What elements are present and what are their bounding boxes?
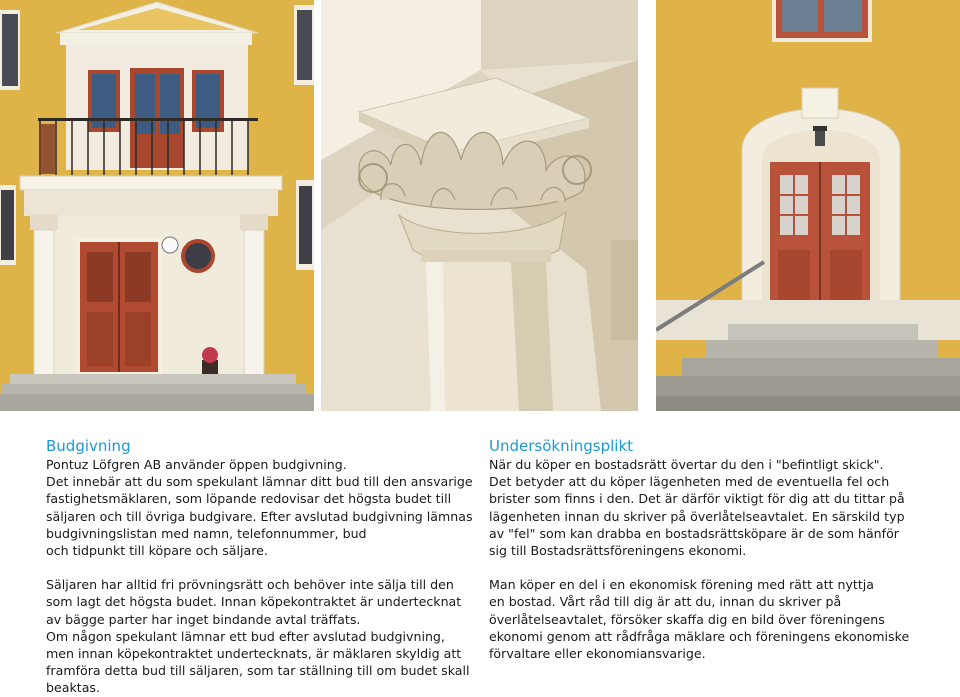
budgivning-section <box>46 436 478 697</box>
undersokningsplikt-section <box>489 436 919 662</box>
red-door-with-steps-photo <box>656 0 960 411</box>
budgivning-heading: Budgivning <box>46 437 131 455</box>
budgivning-paragraph-1: Pontuz Löfgren AB använder öppen budgivning. Det innebär att du som spekulant lämnar ditt bud till den ansvarige fastighetsmäklaren, som löpande redovisar det högsta budet till säljaren och till övriga budgivare. Efter avslutad budgivning lämnas budgivningslistan med namn, telefonnummer, bud och tidpunkt till köpare och säljare. <box>46 457 473 559</box>
building-facade-with-balcony-photo <box>0 0 314 411</box>
undersokningsplikt-paragraph-2: Man köper en del i en ekonomisk förening med rätt att nyttja en bostad. Vårt råd till dig är att du, innan du skriver på överlåtelseavtalet, försöker skaffa dig en bild över föreningens ekonomi genom att rådfråga mäklare och föreningens ekonomiske förvaltare eller ekonomiansvarige. <box>489 577 910 662</box>
corinthian-column-capital-photo <box>321 0 638 411</box>
undersokningsplikt-heading: Undersökningsplikt <box>489 437 634 455</box>
undersokningsplikt-paragraph-1: När du köper en bostadsrätt övertar du den i "befintligt skick". Det betyder att du köper lägenheten med de eventuella fel och brister som finns i den. Det är därför viktigt för dig att du tittar på lägenheten innan du skriver på överlåtelseavtalet. En särskild typ av "fel" som kan drabba en bostadsrättsköpare är de som hänför sig till Bostadsrättsföreningens ekonomi. <box>489 457 905 559</box>
budgivning-paragraph-2: Säljaren har alltid fri prövningsrätt och behöver inte sälja till den som lagt det högsta budet. Innan köpekontraktet är undertecknat av bägge parter har inget bindande avtal träffats. Om någon spekulant lämnar ett bud efter avslutad budgivning, men innan köpekontraktet undertecknats, är mäklaren skyldig att framföra detta bud till säljaren, som tar ställning till om budet skall beaktas. <box>46 577 470 696</box>
